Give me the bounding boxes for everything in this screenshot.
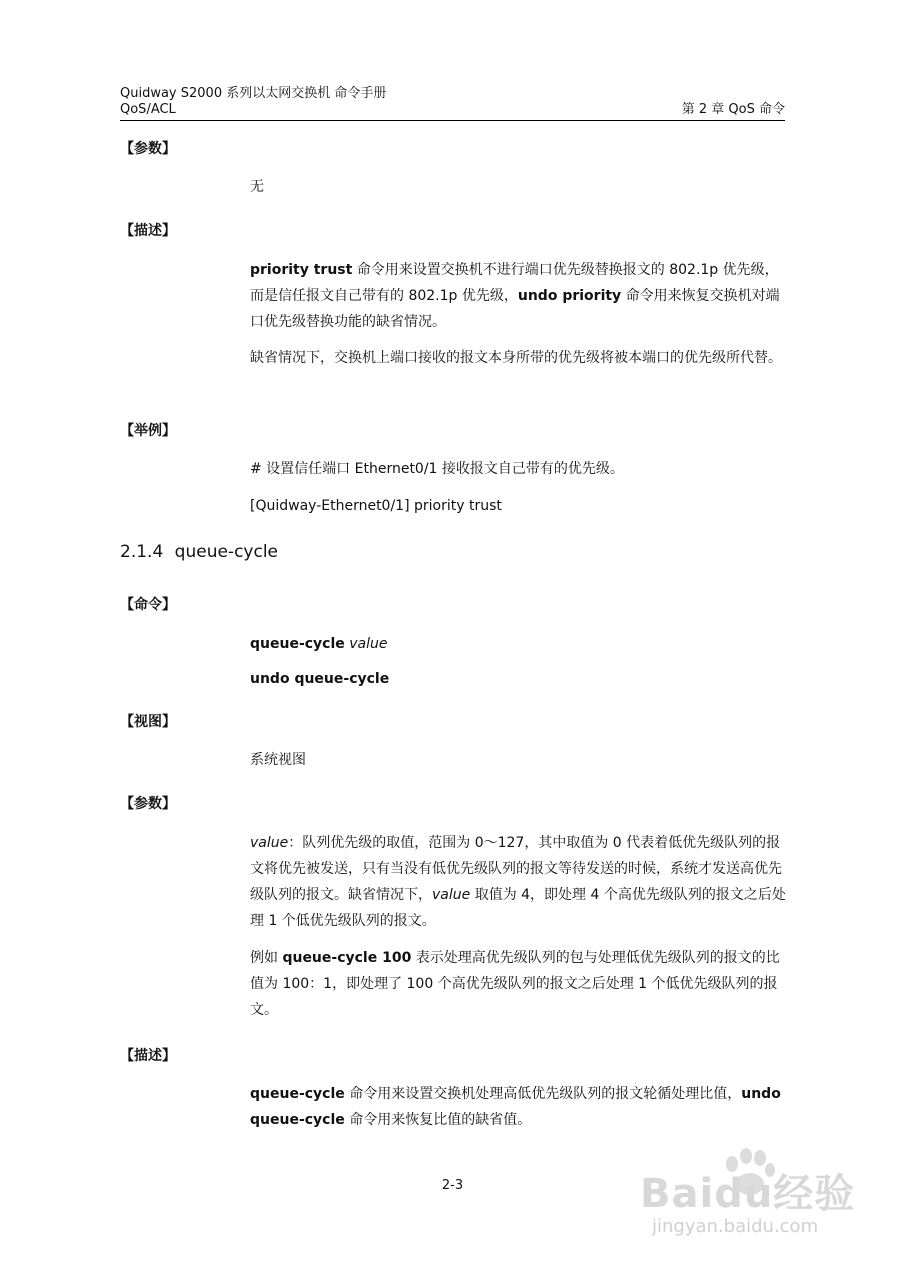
desc-paragraph-3: queue-cycle 命令用来设置交换机处理高低优先级队列的报文轮循处理比值，undo queue-cycle 命令用来恢复比值的缺省值。 [250, 1086, 781, 1128]
desc-paragraph-2: 缺省情况下，交换机上端口接收的报文本身所带的优先级将被本端口的优先级所代替。 [250, 350, 782, 366]
desc-paragraph-1: priority trust 命令用来设置交换机不进行端口优先级替换报文的 802.1p 优先级，而是信任报文自己带有的 802.1p 优先级，undo priority 命令用来恢复交换机对端口优先级替换功能的缺省情况。 [250, 262, 780, 330]
chapter-title: 第 2 章 QoS 命令 [681, 102, 785, 117]
page-number: 2-3 [441, 1178, 464, 1193]
param-label-2: 【参数】 [120, 796, 176, 812]
page-header [120, 86, 785, 121]
baidu-watermark [640, 1148, 870, 1248]
desc-label-1: 【描述】 [120, 223, 176, 239]
section-name: QoS/ACL [120, 102, 176, 117]
example-label: 【举例】 [120, 423, 176, 439]
command-label: 【命令】 [120, 597, 176, 613]
param-label-1: 【参数】 [120, 141, 176, 157]
param-paragraph-2: 例如 queue-cycle 100 表示处理高优先级队列的包与处理低优先级队列的报文的比值为 100：1，即处理了 100 个高优先级队列的报文之后处理 1 个低优先级队列的报文。 [250, 950, 780, 1018]
param-paragraph-1: value：队列优先级的取值，范围为 0～127，其中取值为 0 代表着低优先级队列的报文将优先被发送，只有当没有低优先级队列的报文等待发送的时候，系统才发送高优先级队列的报文。缺省情况下，value 取值为 4，即处理 4 个高优先级队列的报文之后处理 1 个低优先级队列的报文。 [250, 835, 786, 929]
example-command: [Quidway-Ethernet0/1] priority trust [250, 498, 502, 514]
cmd-undo-priority: undo priority [517, 288, 622, 304]
subsection-heading: 2.1.4 queue-cycle [120, 542, 278, 562]
command-syntax-2: undo queue-cycle [250, 671, 390, 687]
command-syntax-1: queue-cycle value [250, 636, 388, 652]
cmd-priority-trust: priority trust [250, 262, 353, 278]
watermark-url: jingyan.baidu.com [652, 1216, 819, 1237]
example-comment: # 设置信任端口 Ethernet0/1 接收报文自己带有的优先级。 [250, 461, 624, 477]
param-value-1: 无 [250, 179, 264, 195]
view-value: 系统视图 [250, 752, 306, 768]
watermark-logo: Baidu经验 [640, 1171, 856, 1217]
view-label: 【视图】 [120, 714, 176, 730]
doc-title: Quidway S2000 系列以太网交换机 命令手册 [120, 86, 387, 101]
desc-label-2: 【描述】 [120, 1048, 176, 1064]
